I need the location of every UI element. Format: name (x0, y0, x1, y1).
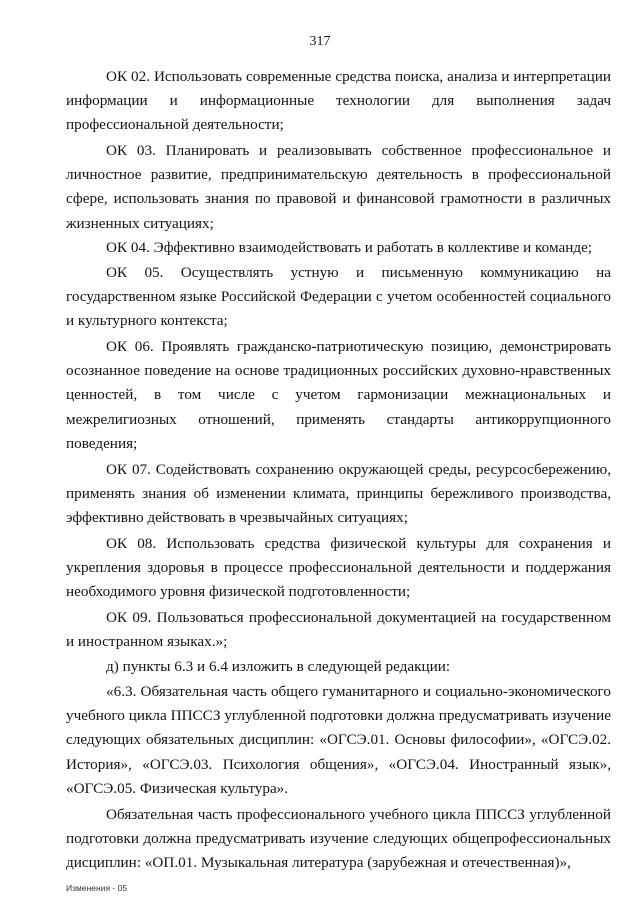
paragraph-ok-05: ОК 05. Осуществлять устную и письменную коммуникацию на государственном языке Российской Федерации с учетом особенностей социального и культурного контекста; (66, 264, 611, 330)
paragraph-ok-07: ОК 07. Содействовать сохранению окружающей среды, ресурсосбережению, применять знания об изменении климата, принципы бережливого производства, эффективно действовать в чрезвычайных ситуациях; (66, 461, 611, 527)
paragraph-ok-03: ОК 03. Планировать и реализовывать собственное профессиональное и личностное развитие, предпринимательскую деятельность в профессиональной сфере, использовать знания по правовой и финансовой грамотности в различных жизненных ситуациях; (66, 142, 611, 232)
paragraph-ok-09: ОК 09. Пользоваться профессиональной документацией на государственном и иностранном языках.»; (66, 609, 611, 651)
paragraph-ok-08: ОК 08. Использовать средства физической культуры для сохранения и укрепления здоровья в процессе профессиональной деятельности и поддержания необходимого уровня физической подготовленности; (66, 535, 611, 601)
paragraph-ok-04: ОК 04. Эффективно взаимодействовать и работать в коллективе и команде; (106, 239, 593, 256)
page-number: 317 (309, 34, 331, 49)
paragraph-amendment-d: д) пункты 6.3 и 6.4 изложить в следующей редакции: (106, 658, 451, 675)
paragraph-6-3: «6.3. Обязательная часть общего гуманитарного и социально-экономического учебного цикла ППССЗ углубленной подготовки должна предусматривать изучение следующих обязательных дисциплин: «ОГСЭ.01. Основы философии», «ОГСЭ.02. История», «ОГСЭ.03. Психология общения», «ОГСЭ.04. Иностранный язык», «ОГСЭ.05. Физическая культура». (66, 683, 611, 797)
footer-note: Изменения - 05 (66, 883, 128, 893)
paragraph-ok-02: ОК 02. Использовать современные средства поиска, анализа и интерпретации информации и информационные технологии для выполнения задач профессиональной деятельности; (66, 68, 611, 134)
paragraph-professional-cycle: Обязательная часть профессионального учебного цикла ППССЗ углубленной подготовки должна предусматривать изучение следующих общепрофессиональных дисциплин: «ОП.01. Музыкальная литература (зарубежная и отечественная)», (66, 806, 611, 872)
paragraph-ok-06: ОК 06. Проявлять гражданско-патриотическую позицию, демонстрировать осознанное поведение на основе традиционных российских духовно-нравственных ценностей, в том числе с учетом гармонизации межнациональных и межрелигиозных отношений, применять стандарты антикоррупционного поведения; (66, 338, 611, 452)
